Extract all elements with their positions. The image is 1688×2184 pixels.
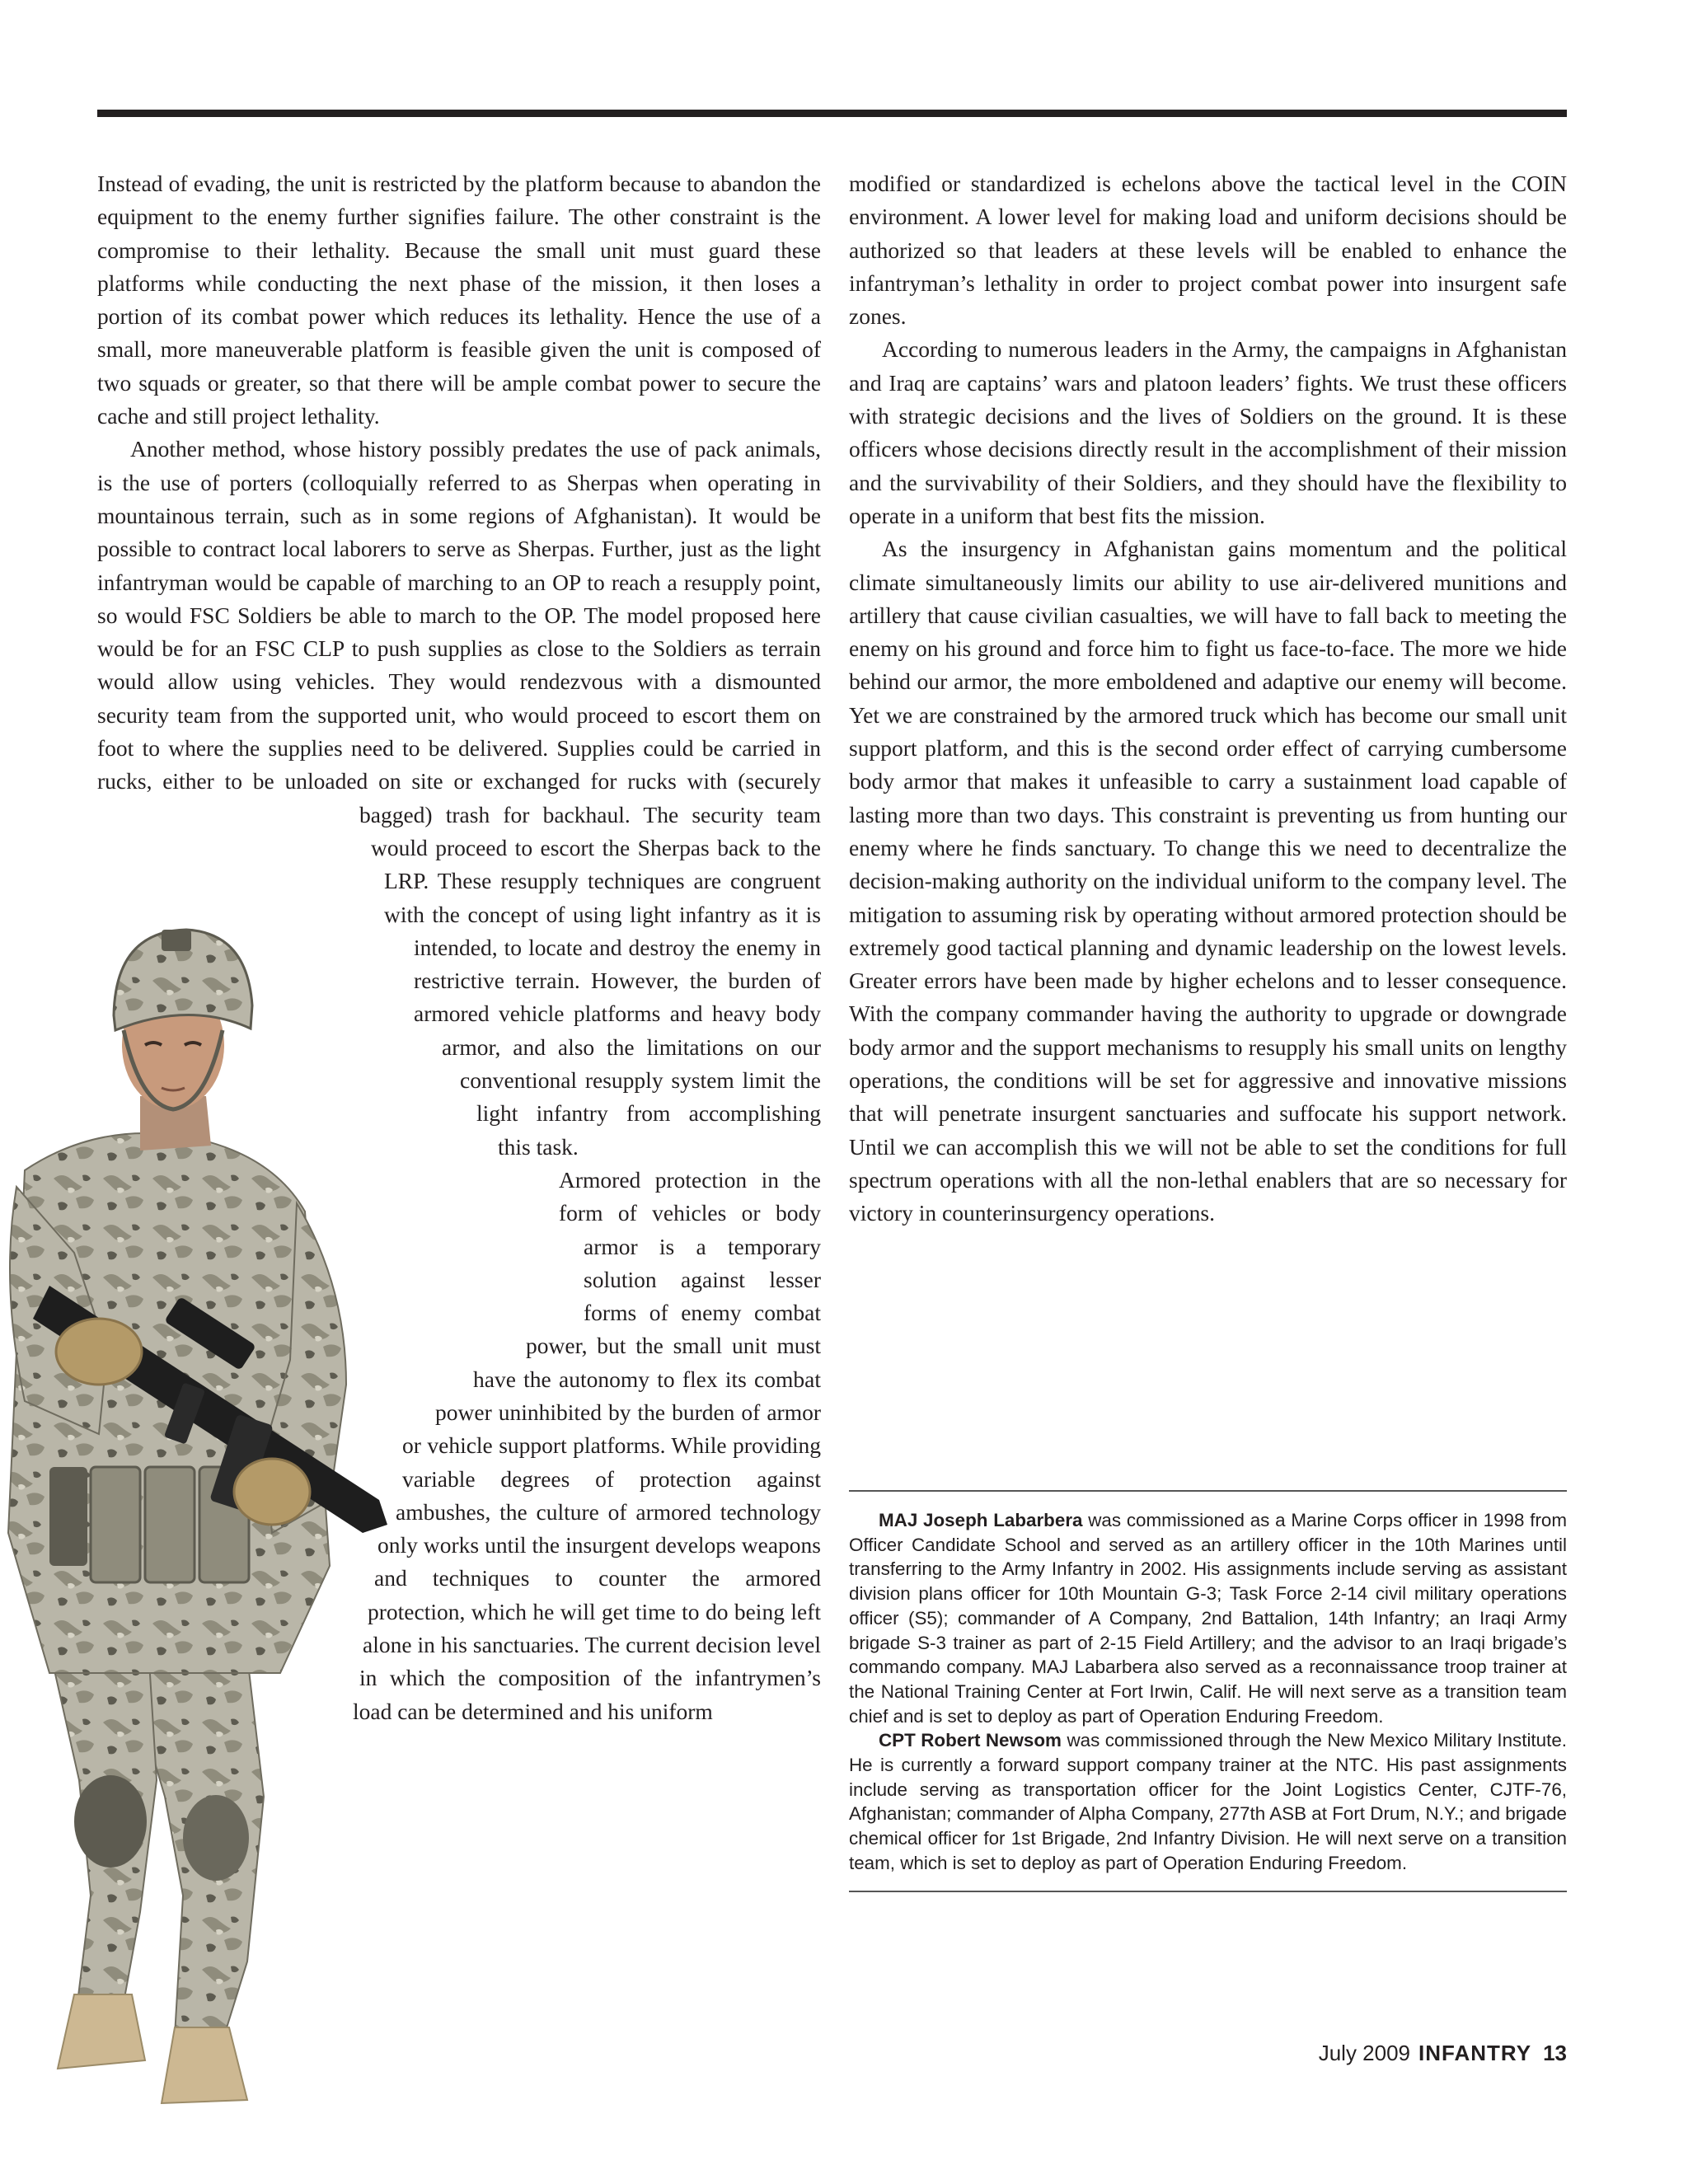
issue-date: July 2009 <box>1318 2041 1411 2065</box>
top-rule <box>97 110 1567 117</box>
right-column-text <box>849 167 1567 1230</box>
author-name: MAJ Joseph Labarbera <box>879 1510 1083 1530</box>
page-number: 13 <box>1543 2041 1567 2065</box>
right-column <box>849 167 1567 1230</box>
paragraph: Another method, whose history possibly predates the use of pack animals, is the use of porters (colloquially referred to as Sherpas when operating in mountainous terrain, such as in some regions of Afghanistan). It would be possible to contract local laborers to serve as Sherpas. Further, just as the light infantryman would be capable of marching to an OP to reach a resupply point, so would FSC Soldiers be able to march to the OP. The model proposed here would be for an FSC CLP to push supplies as close to the Soldiers as terrain would allow using vehicles. They would rendezvous with a dismounted security team from the supported unit, who would proceed to escort them on foot to where the supplies need to be delivered. Supplies could be carried in rucks, either to be unloaded on site or exchanged for rucks with (securely bagged) trash for backhaul. The security team would proceed to escort the Sherpas back to the LRP. These resupply techniques are congruent with the concept of using light infantry as it is intended, to locate and destroy the enemy in restrictive terrain. However, the burden of armored vehicle platforms and heavy body armor, and also the limitations on our conventional resupply system limit the light infantry from accomplishing this task. <box>97 436 821 1160</box>
soldier-photo <box>0 824 429 2110</box>
paragraph: Instead of evading, the unit is restricted by the platform because to abandon the equipment to the enemy further signifies failure. The other constraint is the compromise to their lethality. Because the small unit must guard these platforms while conducting the next phase of the mission, it then loses a portion of its combat power which reduces its lethality. Hence the use of a small, more maneuverable platform is feasible given the unit is composed of two squads or greater, so that there will be ample combat power to secure the cache and still project lethality. <box>97 171 821 429</box>
paragraph: As the insurgency in Afghanistan gains momentum and the political climate simultaneously limits our ability to use air-delivered munitions and artillery that cause civilian casualties, we will have to fall back to meeting the enemy on his ground and force him to fight us face-to-face. The more we hide behind our armor, the more emboldened and adaptive our enemy will become. Yet we are constrained by the armored truck which has become our small unit support platform, and this is the second order effect of carrying cumbersome body armor that makes it unfeasible to carry a sustainment load capable of lasting more than two days. This constraint is preventing us from hunting our enemy where he finds sanctuary. To change this we need to decentralize the decision-making authority on the individual uniform to the company level. The mitigation to assuming risk by operating without armored protection should be extremely good tactical planning and dynamic leadership on the lowest levels. Greater errors have been made by higher echelons and to lesser consequence. With the company commander having the authority to upgrade or downgrade body armor and the support mechanisms to resupply his small units on lengthy operations, the conditions will be set for aggressive and innovative missions that will penetrate insurgent sanctuaries and suffocate his support network. Until we can accomplish this we will not be able to set the conditions for full spectrum operations with all the non-lethal enablers that are so necessary for victory in counterinsurgency operations. <box>849 536 1567 1226</box>
author-bios-text <box>849 1508 1567 1876</box>
page-footer <box>1319 2041 1567 2066</box>
author-bio <box>849 1508 1567 1728</box>
author-bio <box>849 1728 1567 1875</box>
paragraph: modified or standardized is echelons above the tactical level in the COIN environment. A lower level for making load and uniform decisions should be authorized so that leaders at these levels will be enabled to enhance the infantryman’s lethality in order to project combat power into insurgent safe zones. <box>849 171 1567 330</box>
paragraph: Armored protection in the form of vehicles or body armor is a temporary solution against lesser forms of enemy combat power, but the small unit must have the autonomy to flex its combat power uninhibited by the burden of armor or vehicle support platforms. While providing variable degrees of protection against ambushes, the culture of armored technology only works until the insurgent develops weapons and techniques to counter the armored protection, which he will get time to do being left alone in his sanctuaries. The current decision level in which the composition of the infantrymen’s load can be determined and his uniform <box>353 1166 821 1724</box>
author-bio-text: was commissioned as a Marine Corps officer in 1998 from Officer Candidate School and served as an artillery officer in the 10th Marines until transferring to the Army Infantry in 2002. His assignments include serving as assistant division plans officer for 10th Mountain G-3; Task Force 2-14 civil military operations officer (S5); commander of A Company, 2nd Battalion, 14th Infantry; an Iraqi Army brigade S-3 trainer as part of 2-15 Field Artillery; and the advisor to an Iraqi brigade’s commando company. MAJ Labarbera also served as a reconnaissance troop trainer at the National Training Center at Fort Irwin, Calif. He will next serve as a transition team chief and is set to deploy as part of Operation Enduring Freedom. <box>849 1510 1567 1727</box>
author-bio-text: was commissioned through the New Mexico Military Institute. He is currently a forward support company trainer at the NTC. His past assignments include serving as transportation officer for the Joint Logistics Center, CJTF-76, Afghanistan; commander of Alpha Company, 277th ASB at Fort Drum, N.Y.; and brigade chemical officer for 1st Brigade, 2nd Infantry Division. He will next serve on a transition team, which is set to deploy as part of Operation Enduring Freedom. <box>849 1730 1568 1873</box>
author-name: CPT Robert Newsom <box>879 1730 1062 1751</box>
magazine-name: INFANTRY <box>1418 2041 1532 2065</box>
author-bios <box>849 1490 1567 1892</box>
paragraph: According to numerous leaders in the Army, the campaigns in Afghanistan and Iraq are captains’ wars and platoon leaders’ fights. We trust these officers with strategic decisions and the lives of Soldiers on the ground. It is these officers whose decisions directly result in the accomplishment of their mission and the survivability of their Soldiers, and they should have the flexibility to operate in a uniform that best fits the mission. <box>849 336 1567 528</box>
soldier-icon <box>0 824 429 2110</box>
